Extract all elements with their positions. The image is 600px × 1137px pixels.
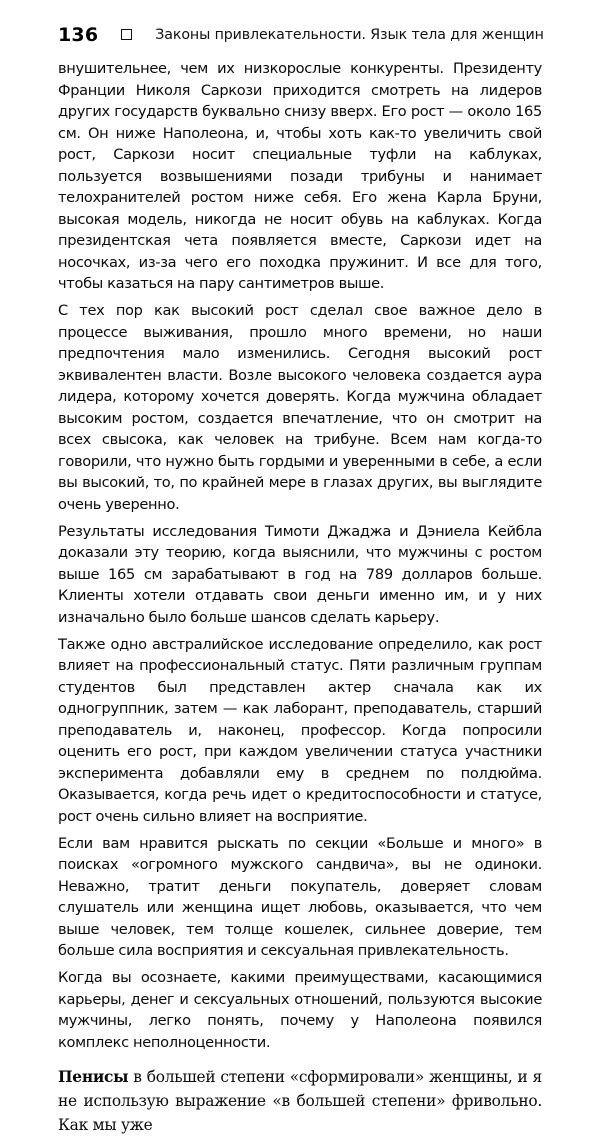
- text-column: [58, 58, 542, 1137]
- running-head: [58, 22, 542, 48]
- closing-paragraph-lead: Пенисы: [58, 1068, 129, 1086]
- paragraph: Также одно австралийское исследование определило, как рост влияет на профессиональный статус. Пяти различным группам студентов был представлен актер сначала как их одногруппник, затем — как лаборант, преподаватель, старший преподаватель и, наконец, профессор. Когда попросили оценить его рост, при каждом увеличении статуса участники эксперимента добавляли ему в среднем по полдюйма. Оказывается, когда речь идет о кредитоспособности и статусе, рост очень сильно влияет на восприятие.: [58, 635, 542, 825]
- paragraph: Результаты исследования Тимоти Джаджа и Дэниела Кейбла доказали эту теорию, когда выяснили, что мужчины с ростом выше 165 см зарабатывают в год на 789 долларов больше. Клиенты хотели отдавать свои деньги именно им, и у них изначально было больше шансов сделать карьеру.: [58, 522, 542, 626]
- square-outline-icon: [121, 29, 132, 40]
- paragraph: С тех пор как высокий рост сделал свое важное дело в процессе выживания, прошло много времени, но наши предпочтения мало изменились. Сегодня высокий рост эквивалентен власти. Возле высокого человека создается аура лидера, которому хочется доверять. Когда мужчина обладает высоким ростом, создается впечатление, что он смотрит на всех свысока, как человек на трибуне. Всем нам когда-то говорили, что нужно быть гордыми и уверенными в себе, а если вы высокий, то, по крайней мере в глазах других, вы выглядите очень уверенно.: [58, 302, 542, 513]
- paragraph: Если вам нравится рыскать по секции «Больше и много» в поисках «огромного мужского сандвича», вы не одиноки. Неважно, тратит деньги покупатель, доверяет словам слушатель или женщина ищет любовь, оказывается, что чем выше человек, тем толще кошелек, сильнее доверие, тем больше сила восприятия и сексуальная привлекательность.: [58, 834, 542, 959]
- closing-paragraph: [58, 1065, 542, 1137]
- closing-paragraph-rest: в большей степени «сформировали» женщины, и я не использую выражение «в большей степени» фривольно. Как мы уже: [58, 1068, 542, 1134]
- paragraph: внушительнее, чем их низкорослые конкуренты. Президенту Франции Николя Саркози приходится смотреть на лидеров других государств буквально снизу вверх. Его рост — около 165 см. Он ниже Наполеона, и, чтобы хоть как-то увеличить свой рост, Саркози носит специальные туфли на каблуках, пользуется возвышениями позади трибуны и нанимает телохранителей ростом ниже себя. Его жена Карла Бруни, высокая модель, никогда не носит обувь на каблуках. Когда президентская чета появляется вместе, Саркози идет на носочках, из-за чего его походка пружинит. И все для того, чтобы казаться на пару сантиметров выше.: [58, 60, 542, 292]
- paragraph: Когда вы осознаете, какими преимуществами, касающимися карьеры, денег и сексуальных отношений, пользуются высокие мужчины, легко понять, почему у Наполеона появился комплекс неполноценности.: [58, 969, 542, 1051]
- page-number: 136: [58, 23, 99, 46]
- running-head-title: Законы привлекательности. Язык тела для женщин: [155, 26, 544, 43]
